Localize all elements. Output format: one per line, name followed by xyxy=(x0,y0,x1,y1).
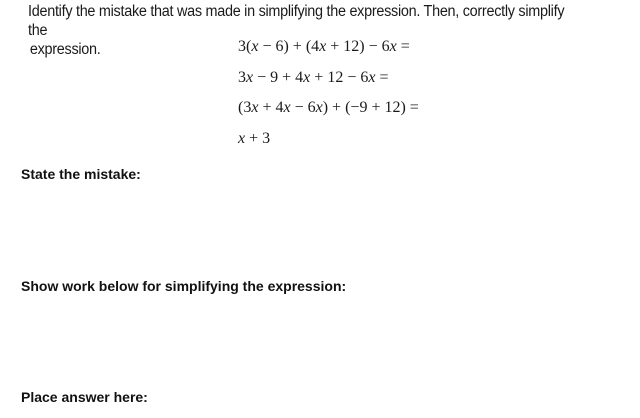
work-step: x + 3 xyxy=(238,130,271,147)
final-answer-area[interactable] xyxy=(21,408,621,418)
instructions-line-2: expression. xyxy=(29,41,101,58)
work-step: 3(x − 6) + (4x + 12) − 6x = xyxy=(238,38,410,55)
instructions-line-1: Identify the mistake that was made in simplifying the expression. Then, correctly simplify the xyxy=(28,3,565,39)
work-answer-area[interactable] xyxy=(21,300,621,380)
mistake-prompt: State the mistake: xyxy=(21,166,141,182)
work-step: (3x + 4x − 6x) + (−9 + 12) = xyxy=(238,99,419,116)
answer-prompt: Place answer here: xyxy=(21,389,148,405)
work-step: 3x − 9 + 4x + 12 − 6x = xyxy=(238,69,389,86)
work-prompt: Show work below for simplifying the expression: xyxy=(21,278,347,294)
mistake-answer-area[interactable] xyxy=(21,188,621,268)
